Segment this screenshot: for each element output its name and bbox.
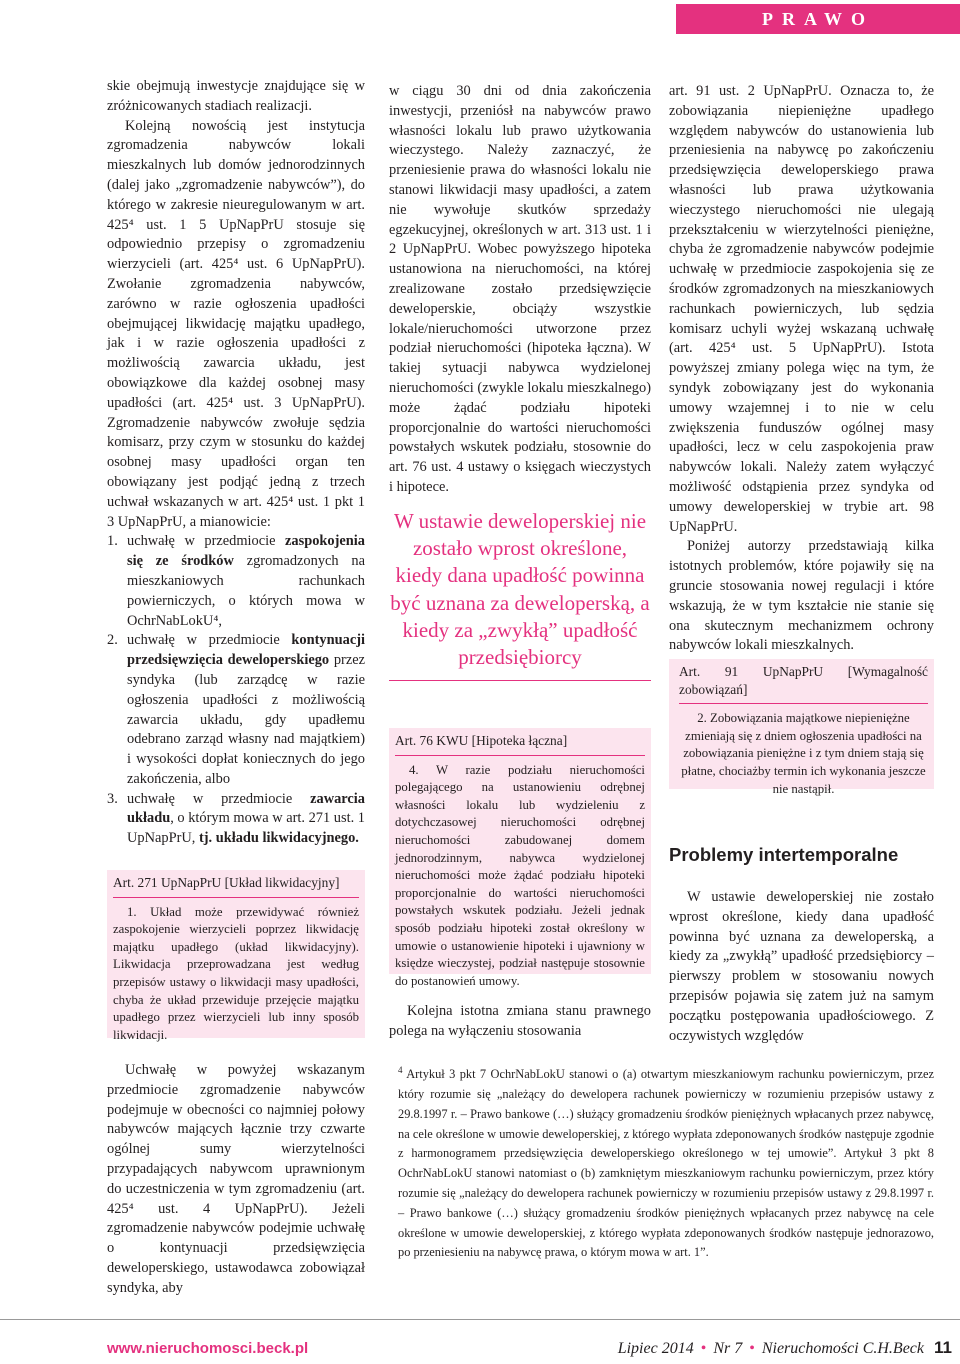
footnote	[398, 1061, 934, 1263]
paragraph: skie obejmują inwestycje znajdujące się w zróżnicowanych stadiach realizacji.	[107, 78, 365, 114]
box-title: Art. 271 UpNapPrU [Układ likwidacyjny]	[113, 874, 359, 898]
paragraph: Kolejną nowością jest instytucja zgromadzenia nabywców lokali mieszkalnych lub domów jednorodzinnych (dalej jako „zgromadzenie nabywców”), do którego w zakresie nieuregulowanym w art. 425⁴ ust. 1 5 UpNapPrU stosuje się odpowiednio przepisy o zgromadzeniu wierzycieli (art. 425⁴ ust. 6 UpNapPrU). Zwołanie zgromadzenia nabywców, zarówno w razie ogłoszenia upadłości obejmującej likwidację majątku upadłego, jak i w razie ogłoszenia upadłości z możliwością zawarcia układu, jest obowiązkowe dla każdej osobnej masy upadłości (art. 425⁴ ust. 3 UpNapPrU). Zgromadzenie nabywców zwołuje sędzia komisarz, przy czym w stosunku do każdej osobnej masy upadłości organ ten obowiązany jest podjąć jedną z trzech uchwał wskazanych w art. 425⁴ ust. 1 pkt 1 3 UpNapPrU, a mianowicie:	[107, 117, 365, 530]
list-item: 3. uchwałę w przedmiocie zawarcia układu, o którym mowa w art. 271 ust. 1 UpNapPrU, tj. układu likwidacyjnego.	[107, 790, 365, 847]
footer-divider	[0, 1319, 960, 1320]
statute-box	[107, 870, 365, 1042]
resolution-list	[107, 532, 365, 849]
column-1	[107, 77, 365, 849]
footnote-text: Artykuł 3 pkt 7 OchrNabLokU stanowi o (a) otwartym mieszkaniowym rachunku powierniczym, przez który rozumie się „należący do dewelopera rachunek powierniczy w rozumieniu przepisów ustawy z 29.8.1997 r. – Prawo bankowe (…) służący gromadzeniu środków pieniężnych wpłacanych przez nabywcę, na cele określone w umowie deweloperskiej, z którego wypłata zdeponowanych środków następuje zgodnie z harmonogramem przedsięwzięcia deweloperskiego określonego w tej umowie”. Artykuł 3 pkt 8 OchrNabLokU stanowi natomiast o (b) zamkniętym mieszkaniowym rachunku powierniczym, przez który rozumie się „należący do dewelopera rachunek powierniczy w rozumieniu przepisów ustawy z 29.8.1997 r. – Prawo bankowe (…) służący gromadzeniu środków pieniężnych wpłacanych przez nabywcę na cele określone w umowie deweloperskiej, z którego wypłata zdeponowanych środków następuje jednorazowo, po przeniesieniu na nabywcę prawa, o którym mowa w art. 1”.	[398, 1067, 934, 1260]
box-title: Art. 76 KWU [Hipoteka łączna]	[395, 732, 645, 756]
column-2	[389, 82, 651, 498]
issue-date: Lipiec 2014	[617, 1340, 694, 1357]
divider	[389, 680, 651, 682]
paragraph: Kolejna istotna zmiana stanu prawnego polega na wyłączeniu stosowania	[389, 1003, 651, 1039]
paragraph: art. 91 ust. 2 UpNapPrU. Oznacza to, że zobowiązania niepieniężne upadłego względem nabywców do ustanowienia lub przeniesienia na nabywcę po zakończeniu przedsięwzięcia deweloperskiego prawa własności lub prawa użytkowania wieczystego nieruchomości nie ulegają przekształceniu w wierzytelności pieniężne, chyba że zgromadzenie nabywców podejmie uchwałę w przedmiocie zaspokojenia się ze środków zgromadzonych na mieszkaniowych rachunkach powierniczych, lub sędzia komisarz uchyli wyżej wskazaną uchwałę (art. 425⁴ ust. 5 UpNapPrU). Istota powyższej zmiany polega więc na tym, że syndyk zobowiązany jest do wykonania umowy wzajemnej i to nie w celu zwiększenia funduszów ogólnej masy upadłości, lecz w celu zaspokojenia praw nabywców lokali. Należy zatem wyłączyć możliwość odstąpienia przez syndyka od umowy deweloperskiej w trybie art. 98 UpNapPrU.	[669, 83, 934, 535]
paragraph: w ciągu 30 dni od dnia zakończenia inwestycji, przeniósł na nabywców prawo własności lokalu lub prawo użytkowania wieczystego. Należy zaznaczyć, że przeniesienie prawa do własności lokalu nie stanowi likwidacji masy upadłości, a zatem nie wywołuje skutków sprzedaży egzekucyjnej, określonych w art. 313 ust. 1 i 2 UpNapPrU. Wobec powyższego hipoteka ustanowiona na nieruchomości, na której zrealizowane zostało przedsięwzięcie deweloperskie, obciąży wszystkie lokale/nieruchomości utworzone przez podział nieruchomości (hipoteka łączna). W takiej sytuacji nabywca wydzielonej nieruchomości (zwykle lokalu mieszkalnego) może żądać podziału hipoteki proporcjonalnie do wartości nieruchomości powstałych wskutek podziału, stosownie do art. 76 ust. 4 ustawy o księgach wieczystych i hipotece.	[389, 83, 651, 495]
box-title: Art. 91 UpNapPrU [Wymagalność zobowiązań]	[679, 663, 928, 704]
issue-number: Nr 7	[713, 1340, 743, 1357]
statute-box	[389, 728, 651, 988]
page-number: 11	[934, 1338, 952, 1357]
paragraph: Poniżej autorzy przedstawiają kilka istotnych problemów, które pojawiły się na gruncie stosowania nowej regulacji i które wskazują, że w tym kształcie nie stanie się ona skutecznym mechanizmem ochrony nabywców lokali mieszkalnych.	[669, 538, 934, 654]
section-heading: Problemy intertemporalne	[669, 844, 899, 865]
footer-issue-info: Lipiec 2014 • Nr 7 • Nieruchomości C.H.Beck 11	[617, 1338, 952, 1357]
list-item: 2. uchwałę w przedmiocie kontynuacji przedsięwzięcia deweloperskiego przez syndyka (lub zarządcę w razie ogłoszenia upadłości z możliwością zawarcia układu, gdy upadłemu odebrano zarząd własny nad majątkiem) i wysokości dopłat koniecznych do jego zakończenia, albo	[107, 632, 365, 787]
column-2-bottom	[389, 1002, 651, 1042]
paragraph: Uchwałę w powyżej wskazanym przedmiocie zgromadzenie nabywców podejmuje w obecności co najmniej połowy nabywców mających łącznie trzy czwarte ogólnej sumy wierzytelności przypadających nabywcom uprawnionym do uczestniczenia w tym zgromadzeniu (art. 425⁴ ust. 4 UpNapPrU). Jeżeli zgromadzenie nabywców podejmie uchwałę o kontynuacji przedsięwzięcia deweloperskiego, ustawodawca zobowiązał syndyka, aby	[107, 1062, 365, 1296]
website-link[interactable]: www.nieruchomosci.beck.pl	[107, 1340, 309, 1357]
list-item: 1. uchwałę w przedmiocie zaspokojenia się ze środków zgromadzonych na mieszkaniowych rachunkach powierniczych, o których mowa w OchrNabLokU⁴,	[107, 533, 365, 629]
box-body: 2. Zobowiązania majątkowe niepieniężne zmieniają się z dniem ogłoszenia upadłości na zobowiązania pieniężne i z tym dniem stają się płatne, chociażby termin ich wykonania jeszcze nie nastąpił.	[681, 711, 926, 796]
journal-name: Nieruchomości C.H.Beck	[761, 1340, 925, 1357]
pull-quote: W ustawie deweloperskiej nie zostało wprost określone, kiedy dana upadłość powinna być uznana za deweloperską, a kiedy za „zwykłą” upadłość przedsiębiorcy	[389, 508, 651, 671]
column-3-bottom	[669, 888, 934, 1046]
column-1-bottom	[107, 1061, 365, 1299]
box-body: 4. W razie podziału nieruchomości polegającego na ustanowieniu odrębnej własności lokalu lub wydzieleniu z dotychczasowej nieruchomości odrębnej nieruchomości zabudowanej domem jednorodzinnym, nabywca wydzielonej nieruchomości może żądać podziału hipoteki proporcjonalnie do wartości nieruchomości powstałych wskutek podziału. Jeżeli jednak sposób podziału hipoteki został określony w umowie o ustanowienie hipoteki i ujawniony w księdze wieczystej, podział następuje stosownie do postanowień umowy.	[395, 762, 645, 988]
box-body: 1. Układ może przewidywać również zaspokojenie wierzycieli poprzez likwidację majątku upadłego (układ likwidacyjny). Likwidacja przeprowadzana jest według przepisów ustawy o likwidacji masy upadłości, chyba że układ przewiduje przejęcie majątku upadłego przez wierzycieli lub inny sposób likwidacji.	[113, 904, 359, 1042]
footnote-number: 4	[398, 1065, 403, 1075]
section-label: PRAWO	[676, 4, 960, 34]
statute-box	[669, 659, 934, 796]
column-3	[669, 82, 934, 656]
paragraph: W ustawie deweloperskiej nie zostało wprost określone, kiedy dana upadłość powinna być uznana za deweloperską, a kiedy za „zwykłą” upadłość przedsiębiorcy – pierwszy problem w stosowaniu nowych przepisów pojawia się zatem już na samym początku postępowania upadłościowego. Z oczywistych względów	[669, 889, 934, 1044]
